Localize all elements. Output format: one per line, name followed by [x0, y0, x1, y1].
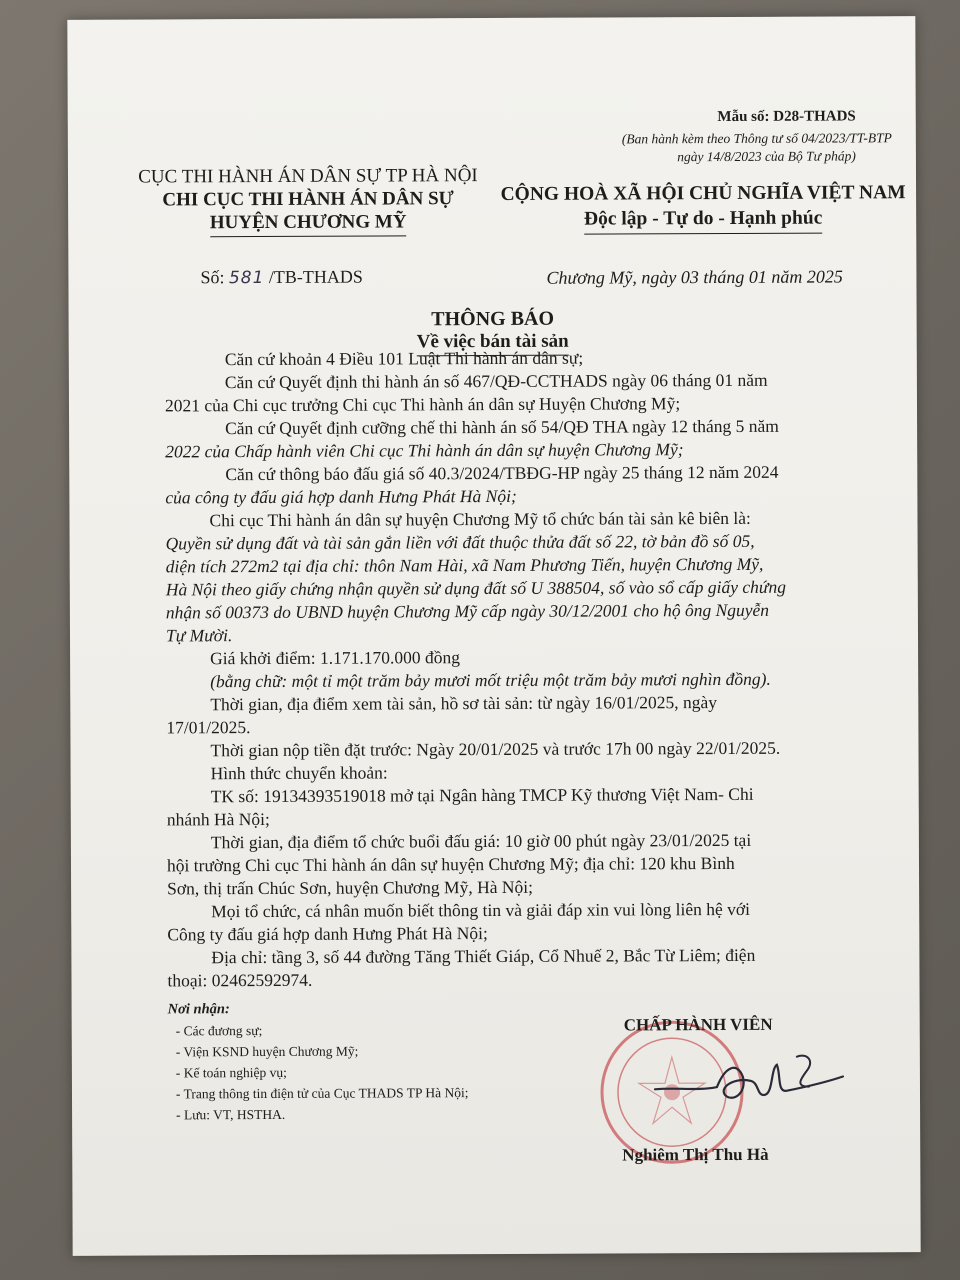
body-line: Căn cứ Quyết định thi hành án số 467/QĐ-CCTHADS ngày 06 tháng 01 năm	[224, 369, 768, 393]
document-subtitle-text: Về việc bán tài sản	[417, 331, 569, 357]
signer-name: Nghiêm Thị Thu Hà	[622, 1144, 769, 1165]
document-page	[67, 16, 920, 1256]
place-date: Chương Mỹ, ngày 03 tháng 01 năm 2025	[546, 266, 843, 288]
body-line: Thời gian, địa điểm tổ chức buổi đấu giá: 10 giờ 00 phút ngày 23/01/2025 tại	[210, 829, 752, 853]
document-title: THÔNG BÁO	[431, 307, 555, 331]
form-note-line-1: (Ban hành kèm theo Thông tư số 04/2023/TT-BTP	[621, 130, 892, 147]
body-line: Chi cục Thi hành án dân sự huyện Chương Mỹ tổ chức bán tài sản kê biên là:	[209, 507, 751, 531]
recipient-item: - Lưu: VT, HSTHA.	[176, 1106, 286, 1123]
body-line: Thời gian, địa điểm xem tài sản, hồ sơ tài sản: từ ngày 16/01/2025, ngày	[210, 692, 718, 715]
handwritten-signature-icon	[647, 1046, 847, 1117]
recipients-block	[168, 998, 469, 1125]
body-line: Quyền sử dụng đất và tài sản gắn liền với đất thuộc thửa đất số 22, tờ bản đồ số 05,	[165, 530, 755, 554]
recipient-item: - Các đương sự;	[175, 1023, 263, 1039]
body-line: Căn cứ Quyết định cưỡng chế thi hành án số 54/QĐ THA ngày 12 tháng 5 năm	[225, 415, 779, 439]
body-line: nhánh Hà Nội;	[166, 808, 270, 830]
starting-price-in-words: (bằng chữ: một tỉ một trăm bảy mươi mốt triệu một trăm bảy mươi nghìn đồng).	[210, 668, 771, 692]
body-line: Mọi tổ chức, cá nhân muốn biết thông tin và giải đáp xin vui lòng liên hệ với	[211, 898, 751, 922]
body-line: 17/01/2025.	[166, 717, 251, 738]
signer-title: CHẤP HÀNH VIÊN	[623, 1014, 773, 1035]
recipient-item: - Trang thông tin điện tử của Cục THADS TP Hà Nội;	[175, 1085, 469, 1102]
bank-account: TK số: 19134393519018 mở tại Ngân hàng TMCP Kỹ thương Việt Nam- Chi	[210, 783, 754, 807]
body-line: Căn cứ khoản 4 Điều 101 Luật Thi hành án dân sự;	[224, 347, 584, 370]
form-note-line-2: ngày 14/8/2023 của Bộ Tư pháp)	[677, 148, 856, 165]
agency-line-3: HUYỆN CHƯƠNG MỸ	[210, 210, 407, 237]
body-line: 2021 của Chi cục trưởng Chi cục Thi hành án dân sự Huyện Chương Mỹ;	[164, 393, 681, 416]
body-line: Địa chỉ: tầng 3, số 44 đường Tăng Thiết Giáp, Cổ Nhuế 2, Bắc Từ Liêm; điện	[211, 944, 756, 968]
body-line: Sơn, thị trấn Chúc Sơn, huyện Chương Mỹ, Hà Nội;	[167, 876, 533, 899]
document-number-label: Số:	[200, 267, 225, 288]
body-line: diện tích 272m2 tại địa chỉ: thôn Nam Hài, xã Nam Phương Tiến, huyện Chương Mỹ,	[165, 553, 764, 577]
body-line: Căn cứ thông báo đấu giá số 40.3/2024/TBĐG-HP ngày 25 tháng 12 năm 2024	[225, 461, 779, 485]
nation-line-1: CỘNG HOÀ XÃ HỘI CHỦ NGHĨA VIỆT NAM	[500, 182, 906, 205]
document-number-handwritten: 581	[228, 267, 265, 289]
body-line: 2022 của Chấp hành viên Chi cục Thi hành án dân sự huyện Chương Mỹ;	[165, 439, 684, 462]
body-line: nhận số 00373 do UBND huyện Chương Mỹ cấp ngày 30/12/2001 cho hộ ông Nguyễn	[165, 599, 770, 623]
form-code: Mẫu số: D28-THADS	[717, 108, 856, 126]
agency-line-1: CỤC THI HÀNH ÁN DÂN SỰ TP HÀ NỘI	[138, 165, 478, 188]
nation-motto: Độc lập - Tự do - Hạnh phúc	[584, 206, 822, 235]
body-line: Hình thức chuyển khoản:	[210, 762, 388, 784]
body-line: Thời gian nộp tiền đặt trước: Ngày 20/01/2025 và trước 17h 00 ngày 22/01/2025.	[210, 737, 781, 761]
document-number	[200, 267, 363, 289]
body-line: Hà Nội theo giấy chứng nhận quyền sử dụng đất số U 388504, số vào sổ cấp giấy chứng	[165, 576, 787, 600]
body-line: Tự Mười.	[165, 625, 233, 646]
recipient-item: - Kế toán nghiệp vụ;	[175, 1064, 287, 1081]
recipient-item: - Viện KSND huyện Chương Mỹ;	[175, 1043, 359, 1060]
body-line: thoại: 02462592974.	[167, 969, 313, 991]
body-line: hội trường Chi cục Thi hành án dân sự huyện Chương Mỹ; địa chỉ: 120 khu Bình	[166, 852, 735, 876]
agency-line-2: CHI CỤC THI HÀNH ÁN DÂN SỰ	[162, 188, 454, 211]
document-number-suffix: /TB-THADS	[268, 266, 363, 287]
starting-price: Giá khởi điểm: 1.171.170.000 đồng	[210, 647, 461, 669]
body-line: Công ty đấu giá hợp danh Hưng Phát Hà Nội;	[167, 923, 488, 945]
body-line: của công ty đấu giá hợp danh Hưng Phát Hà Nội;	[165, 485, 517, 508]
recipients-label: Nơi nhận:	[167, 1001, 230, 1018]
nation-header	[498, 180, 908, 235]
agency-header	[108, 164, 508, 238]
